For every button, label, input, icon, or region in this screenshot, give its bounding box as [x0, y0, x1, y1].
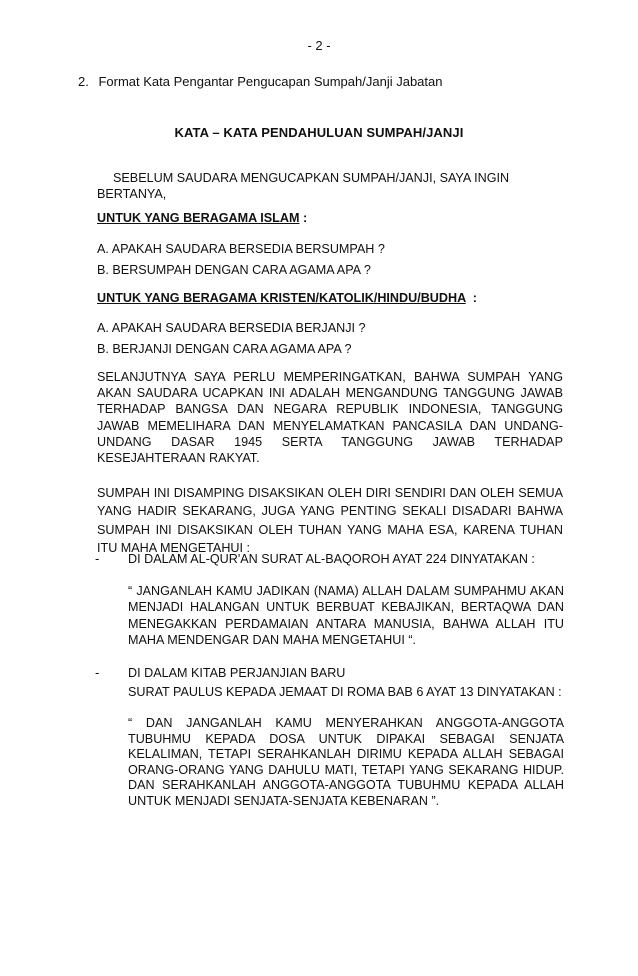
other-question-b: B. BERJANJI DENGAN CARA AGAMA APA ?	[97, 342, 352, 356]
quran-quote: “ JANGANLAH KAMU JADIKAN (NAMA) ALLAH DALAM SUMPAHMU AKAN MENJADI HALANGAN UNTUK BERBUAT KEBAJIKAN, BERTAQWA DAN MENEGAKKAN PERDAMAIAN ANTARA MANUSIA, BAHWA ALLAH ITU MAHA MENDENGAR DAN MAHA MENGETAHUI “.	[128, 584, 564, 647]
bullet-dash-quran: -	[95, 551, 100, 566]
other-question-a: A. APAKAH SAUDARA BERSEDIA BERJANJI ?	[97, 321, 366, 335]
islam-heading-text: UNTUK YANG BERAGAMA ISLAM	[97, 211, 300, 225]
section-title: Format Kata Pengantar Pengucapan Sumpah/Janji Jabatan	[98, 74, 443, 89]
bible-reference-line1: DI DALAM KITAB PERJANJIAN BARU	[128, 666, 346, 680]
intro-paragraph: SEBELUM SAUDARA MENGUCAPKAN SUMPAH/JANJI, SAYA INGIN BERTANYA,	[97, 171, 510, 201]
bible-quote: “ DAN JANGANLAH KAMU MENYERAHKAN ANGGOTA-ANGGOTA TUBUHMU KEPADA DOSA UNTUK DIPAKAI SEBAGAI SENJATA KELALIMAN, TETAPI SERAHKANLAH DIRIMU KEPADA ALLAH SEBAGAI ORANG-ORANG YANG DAHULU MATI, TETAPI YANG SEKARANG HIDUP. DAN SERAHKANLAH ANGGOTA-ANGGOTA TUBUHMU KEPADA ALLAH UNTUK MENJADI SENJATA-SENJATA KEBENARAN ”.	[128, 716, 564, 808]
quran-reference: DI DALAM AL-QUR'AN SURAT AL-BAQOROH AYAT 224 DINYATAKAN :	[128, 552, 535, 566]
other-religions-heading-colon: :	[465, 291, 477, 305]
page-number: - 2 -	[307, 38, 331, 53]
bible-reference-line2: SURAT PAULUS KEPADA JEMAAT DI ROMA BAB 6 AYAT 13 DINYATAKAN :	[128, 685, 562, 699]
section-heading	[78, 74, 442, 89]
warning-paragraph: SELANJUTNYA SAYA PERLU MEMPERINGATKAN, BAHWA SUMPAH YANG AKAN SAUDARA UCAPKAN INI ADALAH MENGANDUNG TANGGUNG JAWAB TERHADAP BANGSA DAN NEGARA REPUBLIK INDONESIA, TANGGUNG JAWAB MEMELIHARA DAN MENYELAMATKAN PANCASILA DAN UNDANG-UNDANG DASAR 1945 SERTA TANGGUNG JAWAB TERHADAP KESEJAHTERAAN RAKYAT.	[97, 370, 563, 466]
islam-heading-colon: :	[299, 211, 308, 225]
section-number: 2.	[78, 74, 89, 89]
islam-question-a: A. APAKAH SAUDARA BERSEDIA BERSUMPAH ?	[97, 242, 385, 256]
other-religions-heading-text: UNTUK YANG BERAGAMA KRISTEN/KATOLIK/HINDU/BUDHA	[97, 291, 466, 305]
other-religions-heading	[97, 291, 477, 305]
bullet-dash-bible: -	[95, 665, 100, 680]
islam-question-b: B. BERSUMPAH DENGAN CARA AGAMA APA ?	[97, 263, 371, 277]
islam-heading	[97, 211, 307, 225]
witness-paragraph: SUMPAH INI DISAMPING DISAKSIKAN OLEH DIRI SENDIRI DAN OLEH SEMUA YANG HADIR SEKARANG, JUGA YANG PENTING SEKALI DISADARI BAHWA SUMPAH INI DISAKSIKAN OLEH TUHAN YANG MAHA ESA, KARENA TUHAN ITU MAHA MENGETAHUI :	[97, 486, 563, 555]
document-title: KATA – KATA PENDAHULUAN SUMPAH/JANJI	[174, 125, 464, 140]
